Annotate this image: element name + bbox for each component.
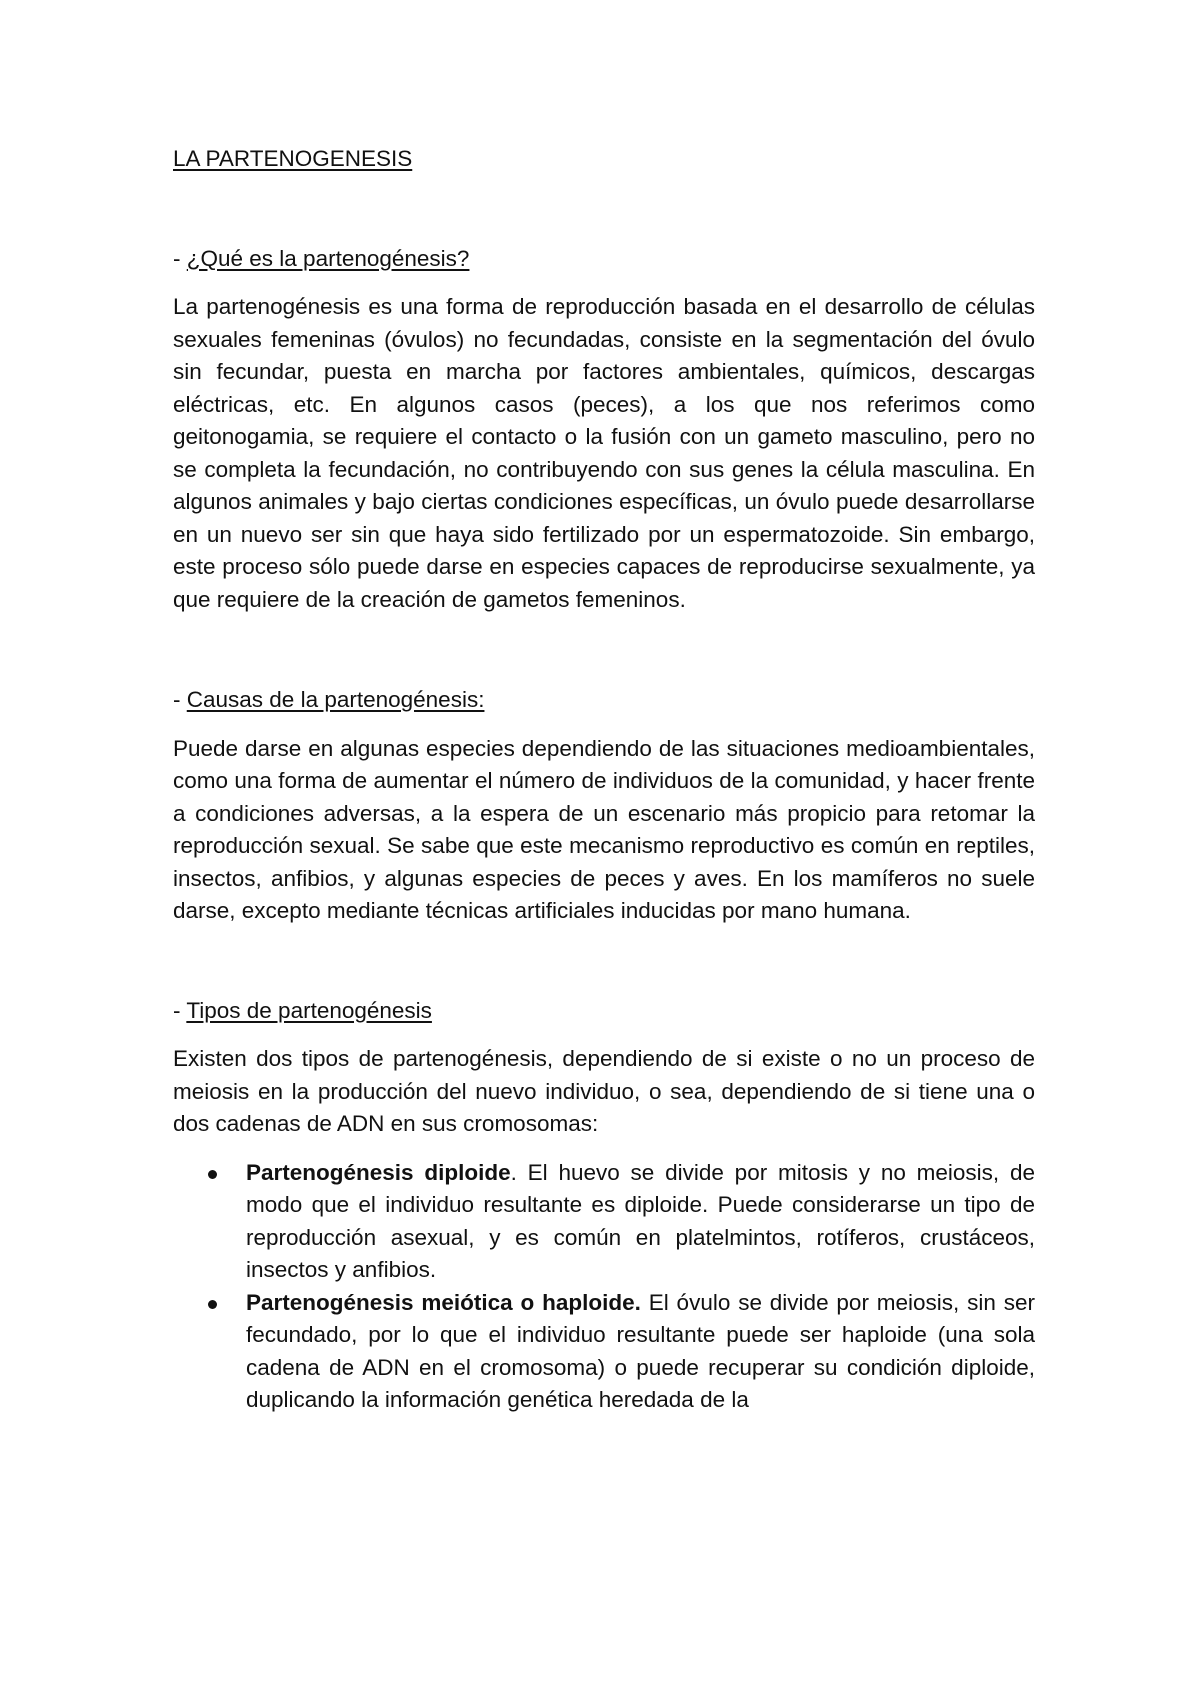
- heading-prefix: -: [173, 997, 187, 1023]
- heading-text: Tipos de partenogénesis: [186, 997, 432, 1023]
- list-item-term: Partenogénesis diploide: [246, 1159, 511, 1185]
- list-item-text: El óvulo se divide por meiosis, sin ser fecundado, por lo que el individuo resultante puede ser haploide (una sola cadena de ADN en el cromosoma) o puede recuperar su condición diploide, duplicando la información genética heredada de la: [246, 1289, 1035, 1412]
- heading-text: ¿Qué es la partenogénesis?: [186, 245, 470, 271]
- section-paragraph: La partenogénesis es una forma de reproducción basada en el desarrollo de células sexuales femeninas (óvulos) no fecundadas, consiste en la segmentación del óvulo sin fecundar, puesta en marcha por factores ambientales, químicos, descargas eléctricas, etc. En algunos casos (peces), a los que nos referimos como geitonogamia, se requiere el contacto o la fusión con un gameto masculino, pero no se completa la fecundación, no contribuyendo con sus genes la célula masculina. En algunos animales y bajo ciertas condiciones específicas, un óvulo puede desarrollarse en un nuevo ser sin que haya sido fertilizado por un espermatozoide. Sin embargo, este proceso sólo puede darse en especies capaces de reproducirse sexualmente, ya que requiere de la creación de gametos femeninos.: [173, 294, 1035, 612]
- section-que-es: [173, 243, 1035, 617]
- bullet-dot-icon: [208, 1300, 217, 1309]
- list-item: [173, 1157, 1035, 1287]
- section-tipos: [173, 995, 1035, 1417]
- heading-text: Causas de la partenogénesis:: [186, 687, 485, 712]
- types-list: [173, 1157, 1035, 1417]
- section-heading: [173, 995, 1035, 1028]
- section-paragraph: Existen dos tipos de partenogénesis, dependiendo de si existe o no un proceso de meiosis en la producción del nuevo individuo, o sea, dependiendo de si tiene una o dos cadenas de ADN en sus cromosomas:: [173, 1046, 1035, 1136]
- list-item-text: . El huevo se divide por mitosis y no meiosis, de modo que el individuo resultante es diploide. Puede considerarse un tipo de reproducción asexual, y es común en platelmintos, rotíferos, crustáceos, insectos y anfibios.: [246, 1159, 1035, 1282]
- list-item-term: Partenogénesis meiótica o haploide.: [246, 1289, 641, 1315]
- section-heading: [173, 684, 1035, 717]
- document-title: LA PARTENOGENESIS: [173, 146, 413, 171]
- bullet-dot-icon: [208, 1170, 217, 1179]
- section-causas: [173, 684, 1035, 928]
- heading-prefix: -: [173, 245, 187, 271]
- section-paragraph: Puede darse en algunas especies dependiendo de las situaciones medioambientales, como una forma de aumentar el número de individuos de la comunidad, y hacer frente a condiciones adversas, a la espera de un escenario más propicio para retomar la reproducción sexual. Se sabe que este mecanismo reproductivo es común en reptiles, insectos, anfibios, y algunas especies de peces y aves. En los mamíferos no suele darse, excepto mediante técnicas artificiales inducidas por mano humana.: [173, 735, 1035, 923]
- section-heading: [173, 243, 1035, 276]
- list-item: [173, 1287, 1035, 1417]
- document-body: [173, 143, 1035, 1417]
- heading-prefix: -: [173, 687, 187, 712]
